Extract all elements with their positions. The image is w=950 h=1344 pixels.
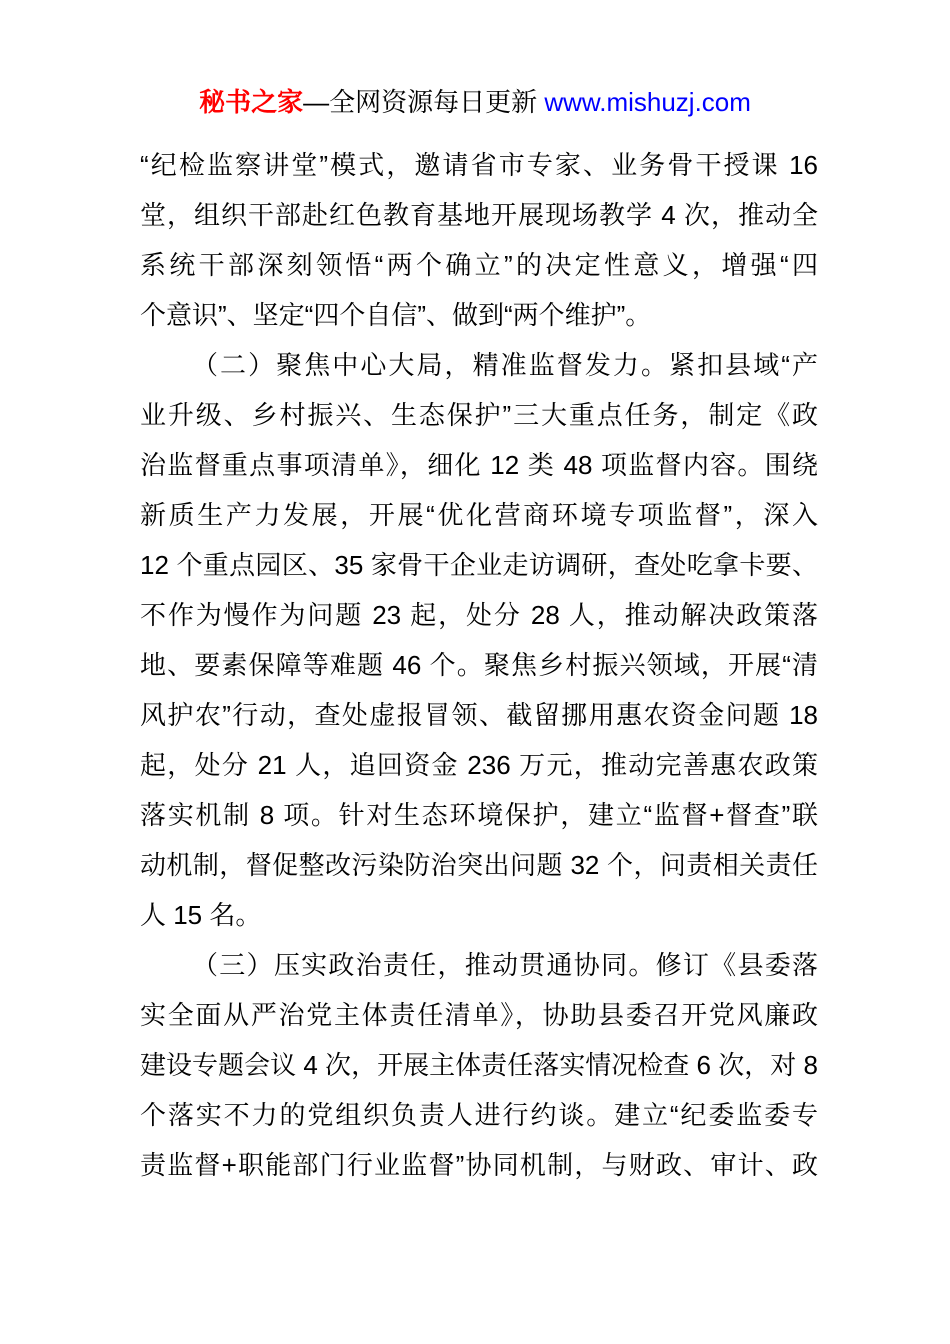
text-line: 新质生产力发展，开展“优化营商环境专项监督”，深入 [140, 500, 818, 530]
text-line: （二）聚焦中心大局，精准监督发力。紧扣县域“产 [192, 350, 818, 380]
page-header [0, 0, 950, 120]
text-line: 业升级、乡村振兴、生态保护”三大重点任务，制定《政 [140, 400, 818, 430]
text-line: 动机制，督促整改污染防治突出问题 32 个，问责相关责任 [140, 850, 818, 880]
text-line: 风护农”行动，查处虚报冒领、截留挪用惠农资金问题 18 [140, 700, 818, 730]
site-url-link[interactable]: www.mishuzj.com [544, 87, 751, 117]
text-line: （三）压实政治责任，推动贯通协同。修订《县委落 [192, 950, 818, 980]
text-line: 责监督+职能部门行业监督”协同机制，与财政、审计、政 [140, 1150, 818, 1180]
paragraph [140, 140, 818, 340]
text-line: 治监督重点事项清单》，细化 12 类 48 项监督内容。围绕 [140, 450, 818, 480]
text-line: “纪检监察讲堂”模式，邀请省市专家、业务骨干授课 16 [140, 150, 818, 180]
document-body [140, 140, 818, 1190]
text-line: 地、要素保障等难题 46 个。聚焦乡村振兴领域，开展“清 [140, 650, 818, 680]
text-line: 12 个重点园区、35 家骨干企业走访调研，查处吃拿卡要、 [140, 550, 818, 580]
paragraph [140, 940, 818, 1190]
text-line: 建设专题会议 4 次，开展主体责任落实情况检查 6 次，对 8 [140, 1050, 818, 1080]
text-line: 落实机制 8 项。针对生态环境保护，建立“监督+督查”联 [140, 800, 818, 830]
text-line: 个落实不力的党组织负责人进行约谈。建立“纪委监委专 [140, 1100, 818, 1130]
text-line: 实全面从严治党主体责任清单》，协助县委召开党风廉政 [140, 1000, 818, 1030]
text-line: 人 15 名。 [140, 900, 262, 930]
text-line: 系统干部深刻领悟“两个确立”的决定性意义，增强“四 [140, 250, 818, 280]
text-line: 个意识”、坚定“四个自信”、做到“两个维护”。 [140, 300, 652, 330]
paragraph [140, 340, 818, 940]
text-line: 起，处分 21 人，追回资金 236 万元，推动完善惠农政策 [140, 750, 818, 780]
text-line: 堂，组织干部赴红色教育基地开展现场教学 4 次，推动全 [140, 200, 818, 230]
site-brand: 秘书之家 [199, 87, 304, 117]
text-line: 不作为慢作为问题 23 起，处分 28 人，推动解决政策落 [140, 600, 818, 630]
site-tagline: —全网资源每日更新 [303, 87, 538, 117]
